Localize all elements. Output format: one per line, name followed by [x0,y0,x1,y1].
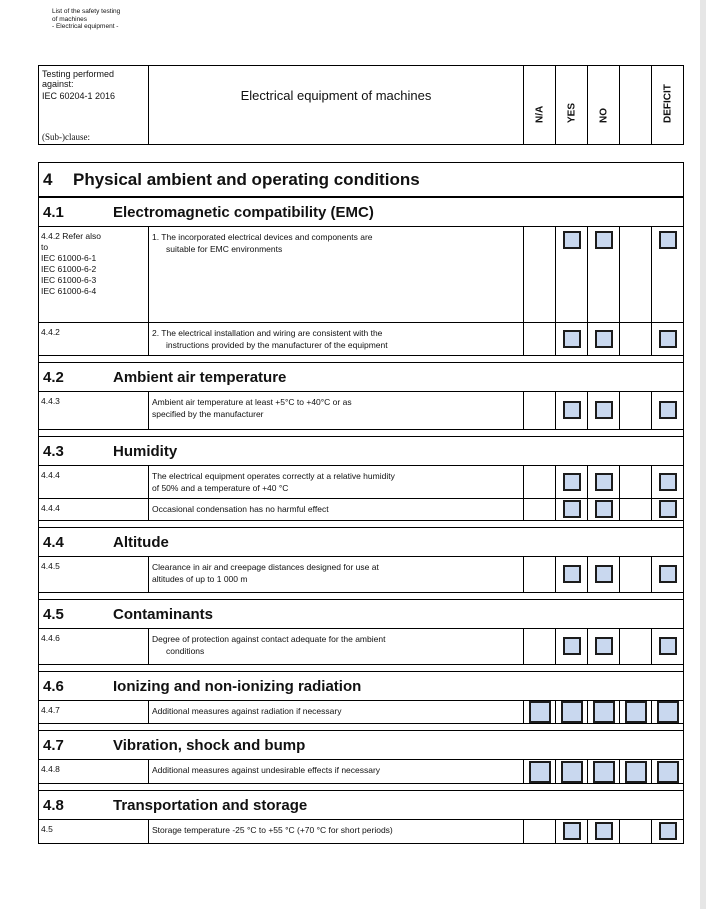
checkbox-no[interactable] [595,473,613,491]
cell-no [588,557,620,593]
requirement-line: Additional measures against undesirable effects if necessary [152,765,381,775]
cell-deficit [652,466,684,499]
subsection-row [39,731,684,760]
page-edge [700,0,706,909]
cell-blank [620,820,652,844]
cell-deficit [652,323,684,356]
cell-yes [556,392,588,430]
section-title: Physical ambient and operating conditions [73,169,420,189]
col-deficit [652,66,684,145]
requirement-text [149,323,524,356]
checkbox-yes[interactable] [563,330,581,348]
requirement-line: Clearance in air and creepage distances designed for use at [152,562,379,572]
cell-blank [620,557,652,593]
subsection-heading [39,672,684,701]
checkbox-yes[interactable] [563,637,581,655]
subsection-row [39,437,684,466]
clause-ref-line: 4.4.4 [41,503,60,513]
subsection-row [39,672,684,701]
header-table [38,65,684,145]
checklist-row [39,629,684,665]
checkbox-no[interactable] [595,637,613,655]
spacer-row [39,665,684,672]
subsection-row [39,198,684,227]
cell-deficit [652,629,684,665]
checkbox-deficit[interactable] [659,231,677,249]
cell-yes [556,629,588,665]
checkbox-no[interactable] [593,701,615,723]
subsection-number: 4.4 [43,533,64,551]
col-yes [556,66,588,145]
clause-ref [39,499,149,521]
col-deficit-label: DEFICIT [662,84,673,123]
col-blank [620,66,652,145]
cell-deficit [652,820,684,844]
cell-yes [556,323,588,356]
standard-label: IEC 60204-1 2016 [42,91,116,101]
checkbox-yes[interactable] [561,761,583,783]
cell-blank [620,499,652,521]
subsection-number: 4.5 [43,605,64,623]
spacer-row [39,430,684,437]
checkbox-no[interactable] [595,231,613,249]
subsection-number: 4.2 [43,368,64,386]
checklist-table [38,162,684,844]
col-na-label: N/A [534,105,545,123]
checkbox-deficit[interactable] [659,401,677,419]
cell-no [588,392,620,430]
cell-na [524,557,556,593]
subsection-heading [39,363,684,392]
subsection-number: 4.7 [43,736,64,754]
cell-blank [620,701,652,724]
clause-ref [39,557,149,593]
checkbox-deficit[interactable] [659,565,677,583]
cell-deficit [652,392,684,430]
clause-ref [39,820,149,844]
clause-ref-line: 4.4.4 [41,470,60,480]
requirement-line: 1. The incorporated electrical devices and components are [152,232,373,242]
cell-no [588,760,620,784]
checklist-row [39,557,684,593]
clause-ref-line: to [41,242,49,252]
subsection-heading [39,437,684,466]
spacer-row [39,521,684,528]
checkbox-yes[interactable] [563,473,581,491]
cell-na [524,323,556,356]
requirement-line: instructions provided by the manufacturer of the equipment [166,340,388,350]
cell-deficit [652,760,684,784]
cell-deficit [652,227,684,323]
checkbox-na[interactable] [529,761,551,783]
subsection-heading [39,528,684,557]
spacer [39,665,684,672]
subsection-heading [39,600,684,629]
clause-ref [39,466,149,499]
subsection-title: Electromagnetic compatibility (EMC) [113,203,374,221]
requirement-line: conditions [166,646,205,656]
clause-ref-line: 4.4.6 [41,633,60,643]
checkbox-yes[interactable] [563,565,581,583]
cell-no [588,323,620,356]
spacer-row [39,356,684,363]
testing-cell [39,66,149,145]
checkbox-blank[interactable] [625,701,647,723]
subsection-number: 4.3 [43,442,64,460]
checkbox-yes[interactable] [563,401,581,419]
requirement-text [149,820,524,844]
clause-ref-line: IEC 61000-6-1 [41,253,97,263]
clause-ref-line: 4.4.8 [41,764,60,774]
clause-ref-line: IEC 61000-6-4 [41,286,97,296]
subclause-label: (Sub-)clause: [42,132,90,142]
cell-deficit [652,701,684,724]
checklist-row [39,323,684,356]
cell-blank [620,466,652,499]
clause-ref [39,629,149,665]
requirement-line: Occasional condensation has no harmful effect [152,504,329,514]
cell-deficit [652,499,684,521]
requirement-line: suitable for EMC environments [166,244,283,254]
subsection-row [39,600,684,629]
requirement-line: The electrical equipment operates correctly at a relative humidity [152,471,395,481]
requirement-text [149,227,524,323]
clause-ref [39,392,149,430]
checkbox-blank[interactable] [625,761,647,783]
cell-yes [556,227,588,323]
cell-yes [556,557,588,593]
cell-no [588,499,620,521]
requirement-line: of 50% and a temperature of +40 °C [152,483,289,493]
cell-na [524,227,556,323]
checkbox-deficit[interactable] [657,701,679,723]
subsection-heading [39,791,684,820]
page-note-line: List of the safety testing [52,8,121,15]
col-no-label: NO [598,108,609,123]
clause-ref [39,227,149,323]
col-na [524,66,556,145]
subsection-title: Transportation and storage [113,796,308,814]
subsection-title: Contaminants [113,605,214,623]
requirement-text [149,629,524,665]
clause-ref [39,701,149,724]
cell-na [524,499,556,521]
checkbox-no[interactable] [595,500,613,518]
checkbox-deficit[interactable] [659,473,677,491]
cell-no [588,820,620,844]
subsection-title: Humidity [113,442,178,460]
checkbox-no[interactable] [595,822,613,840]
checklist-row [39,701,684,724]
page-note-line: of machines [52,15,88,23]
clause-ref-line: 4.4.3 [41,396,60,406]
spacer-row [39,784,684,791]
subsection-title: Altitude [113,533,169,551]
subsection-title: Ambient air temperature [113,368,287,386]
subsection-heading [39,198,684,227]
checklist-row [39,760,684,784]
cell-no [588,629,620,665]
page-note [52,8,120,31]
clause-ref-line: IEC 61000-6-3 [41,275,97,285]
checkbox-yes[interactable] [563,822,581,840]
col-yes-label: YES [566,102,577,123]
cell-yes [556,466,588,499]
subsection-title: Vibration, shock and bump [113,736,306,754]
checkbox-deficit[interactable] [657,761,679,783]
cell-na [524,820,556,844]
cell-na [524,760,556,784]
checkbox-no[interactable] [595,401,613,419]
checklist-row [39,499,684,521]
requirement-line: altitudes of up to 1 000 m [152,574,248,584]
subsection-row [39,363,684,392]
checklist-row [39,466,684,499]
cell-blank [620,323,652,356]
subsection-heading [39,731,684,760]
requirement-line: Degree of protection against contact adequate for the ambient [152,634,386,644]
checkbox-na[interactable] [529,701,551,723]
requirement-line: Additional measures against radiation if necessary [152,706,342,716]
spacer [39,521,684,528]
checkbox-deficit[interactable] [659,822,677,840]
spacer [39,356,684,363]
cell-deficit [652,557,684,593]
subsection-row [39,528,684,557]
checkbox-no[interactable] [595,565,613,583]
checklist-row [39,820,684,844]
checkbox-no[interactable] [595,330,613,348]
spacer-row [39,593,684,600]
cell-no [588,227,620,323]
section-row [39,163,684,197]
requirement-text [149,499,524,521]
requirement-text [149,701,524,724]
spacer [39,784,684,791]
cell-no [588,466,620,499]
checklist-row [39,227,684,323]
checkbox-yes[interactable] [563,500,581,518]
clause-ref-line: 4.5 [41,824,53,834]
clause-ref-line: 4.4.7 [41,705,60,715]
cell-yes [556,820,588,844]
cell-blank [620,760,652,784]
subsection-number: 4.8 [43,796,64,814]
clause-ref-line: 4.4.2 [41,327,60,337]
subsection-title: Ionizing and non-ionizing radiation [113,677,362,695]
subsection-number: 4.6 [43,677,64,695]
cell-yes [556,701,588,724]
cell-blank [620,629,652,665]
cell-no [588,701,620,724]
doc-title: Electrical equipment of machines [149,66,524,145]
requirement-text [149,466,524,499]
cell-yes [556,760,588,784]
section-heading [39,163,684,197]
testing-label: Testing performed against: [42,69,115,89]
requirement-text [149,760,524,784]
clause-ref-line: IEC 61000-6-2 [41,264,97,274]
spacer [39,430,684,437]
requirement-text [149,557,524,593]
cell-na [524,466,556,499]
requirement-line: Ambient air temperature at least +5°C to +40°C or as [152,397,352,407]
checkbox-deficit[interactable] [659,637,677,655]
cell-na [524,392,556,430]
col-no [588,66,620,145]
clause-ref-line: 4.4.5 [41,561,60,571]
checkbox-yes[interactable] [563,231,581,249]
checkbox-no[interactable] [593,761,615,783]
cell-yes [556,499,588,521]
page-note-line: - Electrical equipment - [52,23,119,30]
checkbox-deficit[interactable] [659,330,677,348]
checkbox-yes[interactable] [561,701,583,723]
clause-ref [39,323,149,356]
spacer-row [39,724,684,731]
cell-blank [620,392,652,430]
clause-ref [39,760,149,784]
clause-ref-line: 4.4.2 Refer also [41,231,102,241]
spacer [39,593,684,600]
checklist-row [39,392,684,430]
requirement-text [149,392,524,430]
cell-na [524,701,556,724]
section-number: 4 [43,169,53,189]
requirement-line: 2. The electrical installation and wiring are consistent with the [152,328,383,338]
cell-blank [620,227,652,323]
requirement-line: Storage temperature -25 °C to +55 °C (+70 °C for short periods) [152,825,393,835]
requirement-line: specified by the manufacturer [152,409,264,419]
spacer [39,724,684,731]
checkbox-deficit[interactable] [659,500,677,518]
subsection-row [39,791,684,820]
cell-na [524,629,556,665]
subsection-number: 4.1 [43,203,64,221]
